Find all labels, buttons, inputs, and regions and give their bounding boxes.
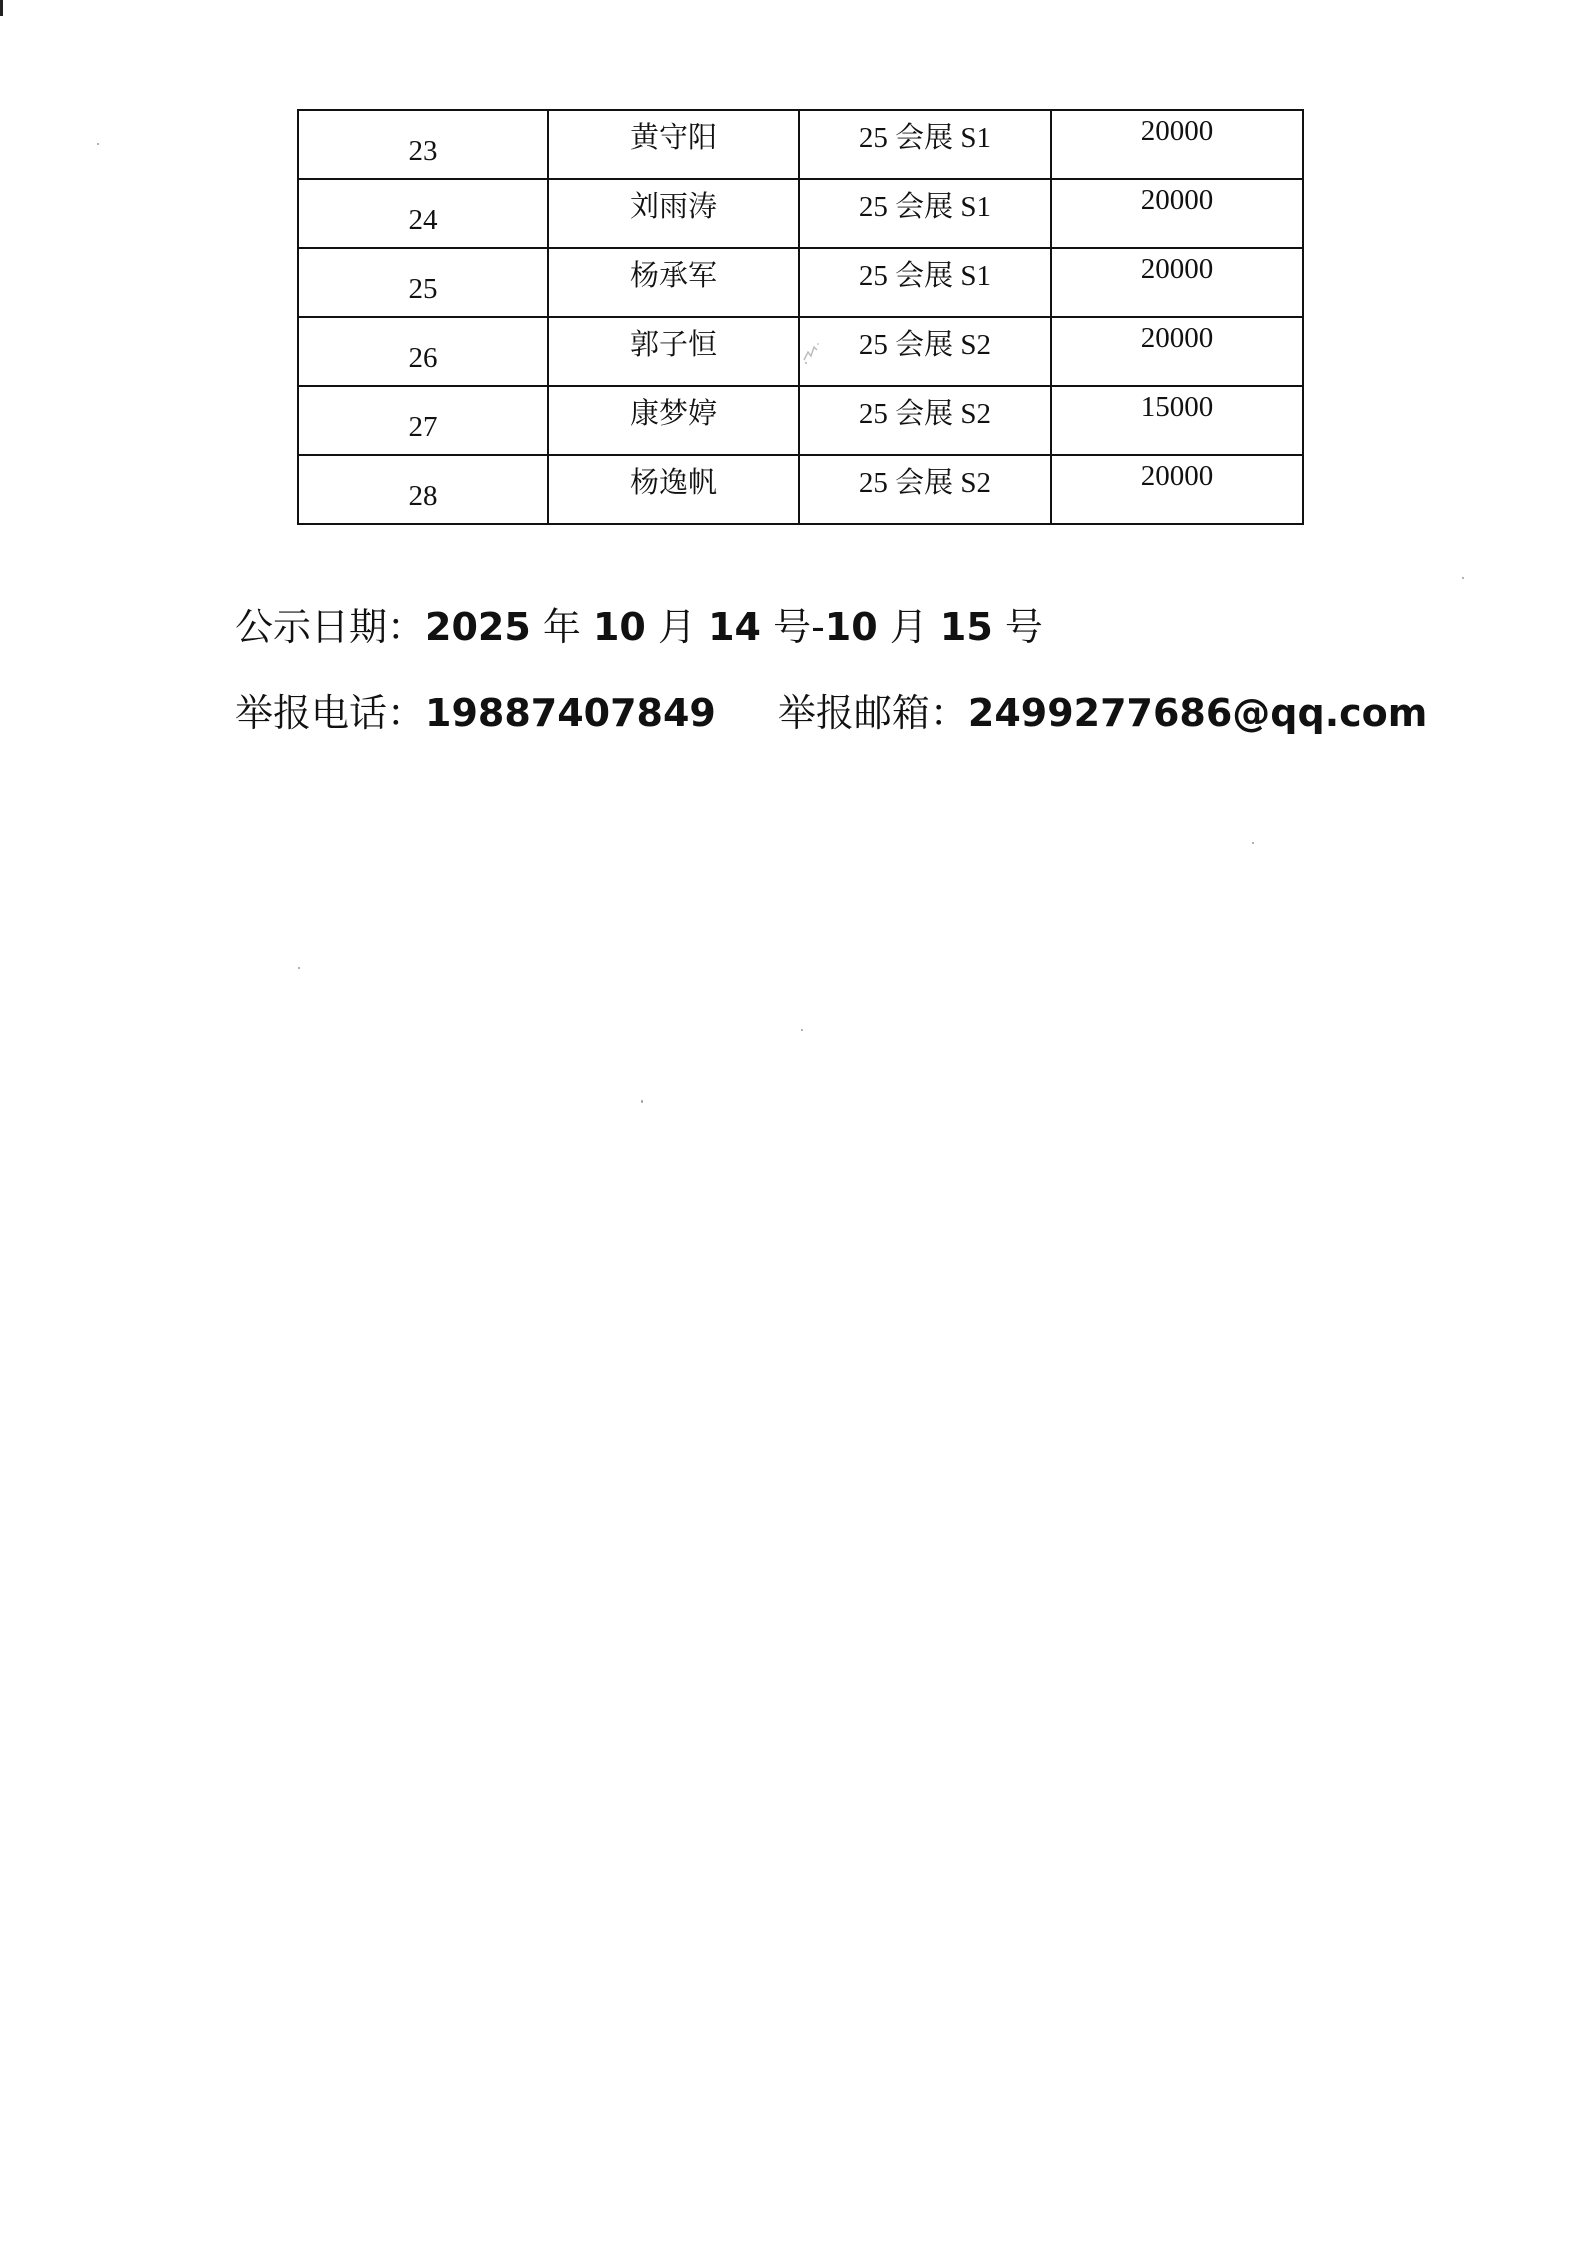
award-table <box>297 109 1304 525</box>
notice-date-label: 公示日期： <box>235 605 426 649</box>
class-name: 25 会展 S1 <box>799 110 1051 179</box>
award-amount: 20000 <box>1051 455 1303 524</box>
date-year: 2025 <box>425 605 531 649</box>
student-name: 黄守阳 <box>548 110 799 179</box>
scan-speck <box>97 143 99 145</box>
scan-speck <box>1462 577 1464 579</box>
date-month-unit: 月 <box>889 605 928 649</box>
report-phone-value: 19887407849 <box>425 691 716 735</box>
row-number: 25 <box>298 248 548 317</box>
class-name: 25 会展 S2 <box>799 455 1051 524</box>
class-name: 25 会展 S2 <box>799 386 1051 455</box>
date-end-month: 10 <box>824 605 878 649</box>
report-email-value: 2499277686@qq.com <box>967 691 1428 735</box>
row-number: 23 <box>298 110 548 179</box>
date-day-unit: 号 <box>1004 605 1043 649</box>
row-number: 26 <box>298 317 548 386</box>
table-row <box>298 179 1303 248</box>
table-row <box>298 248 1303 317</box>
scan-smudge <box>800 338 822 368</box>
table-row <box>298 110 1303 179</box>
date-start-day: 14 <box>708 605 761 649</box>
award-amount: 20000 <box>1051 248 1303 317</box>
report-email-label: 举报邮箱： <box>777 691 968 735</box>
scan-speck <box>641 1100 643 1103</box>
row-number: 27 <box>298 386 548 455</box>
table-row <box>298 386 1303 455</box>
report-contact-line <box>235 682 1427 737</box>
row-number: 28 <box>298 455 548 524</box>
date-month-unit: 月 <box>657 605 696 649</box>
scan-speck <box>298 967 300 969</box>
award-amount: 20000 <box>1051 317 1303 386</box>
award-amount: 20000 <box>1051 179 1303 248</box>
class-name: 25 会展 S1 <box>799 179 1051 248</box>
student-name: 杨逸帆 <box>548 455 799 524</box>
student-name: 康梦婷 <box>548 386 799 455</box>
date-end-day: 15 <box>939 605 993 649</box>
student-name: 刘雨涛 <box>548 179 799 248</box>
award-amount: 15000 <box>1051 386 1303 455</box>
class-name: 25 会展 S2 <box>799 317 1051 386</box>
class-name: 25 会展 S1 <box>799 248 1051 317</box>
date-start-month: 10 <box>592 605 646 649</box>
date-day-unit-dash: 号- <box>773 605 825 649</box>
scan-speck <box>1252 842 1254 844</box>
scan-edge-mark <box>0 0 3 16</box>
student-name: 杨承军 <box>548 248 799 317</box>
notice-date-line <box>235 596 1043 651</box>
report-phone-label: 举报电话： <box>235 691 426 735</box>
row-number: 24 <box>298 179 548 248</box>
award-amount: 20000 <box>1051 110 1303 179</box>
table-row <box>298 455 1303 524</box>
scan-speck <box>801 1029 803 1031</box>
date-year-unit: 年 <box>542 605 581 649</box>
student-name: 郭子恒 <box>548 317 799 386</box>
